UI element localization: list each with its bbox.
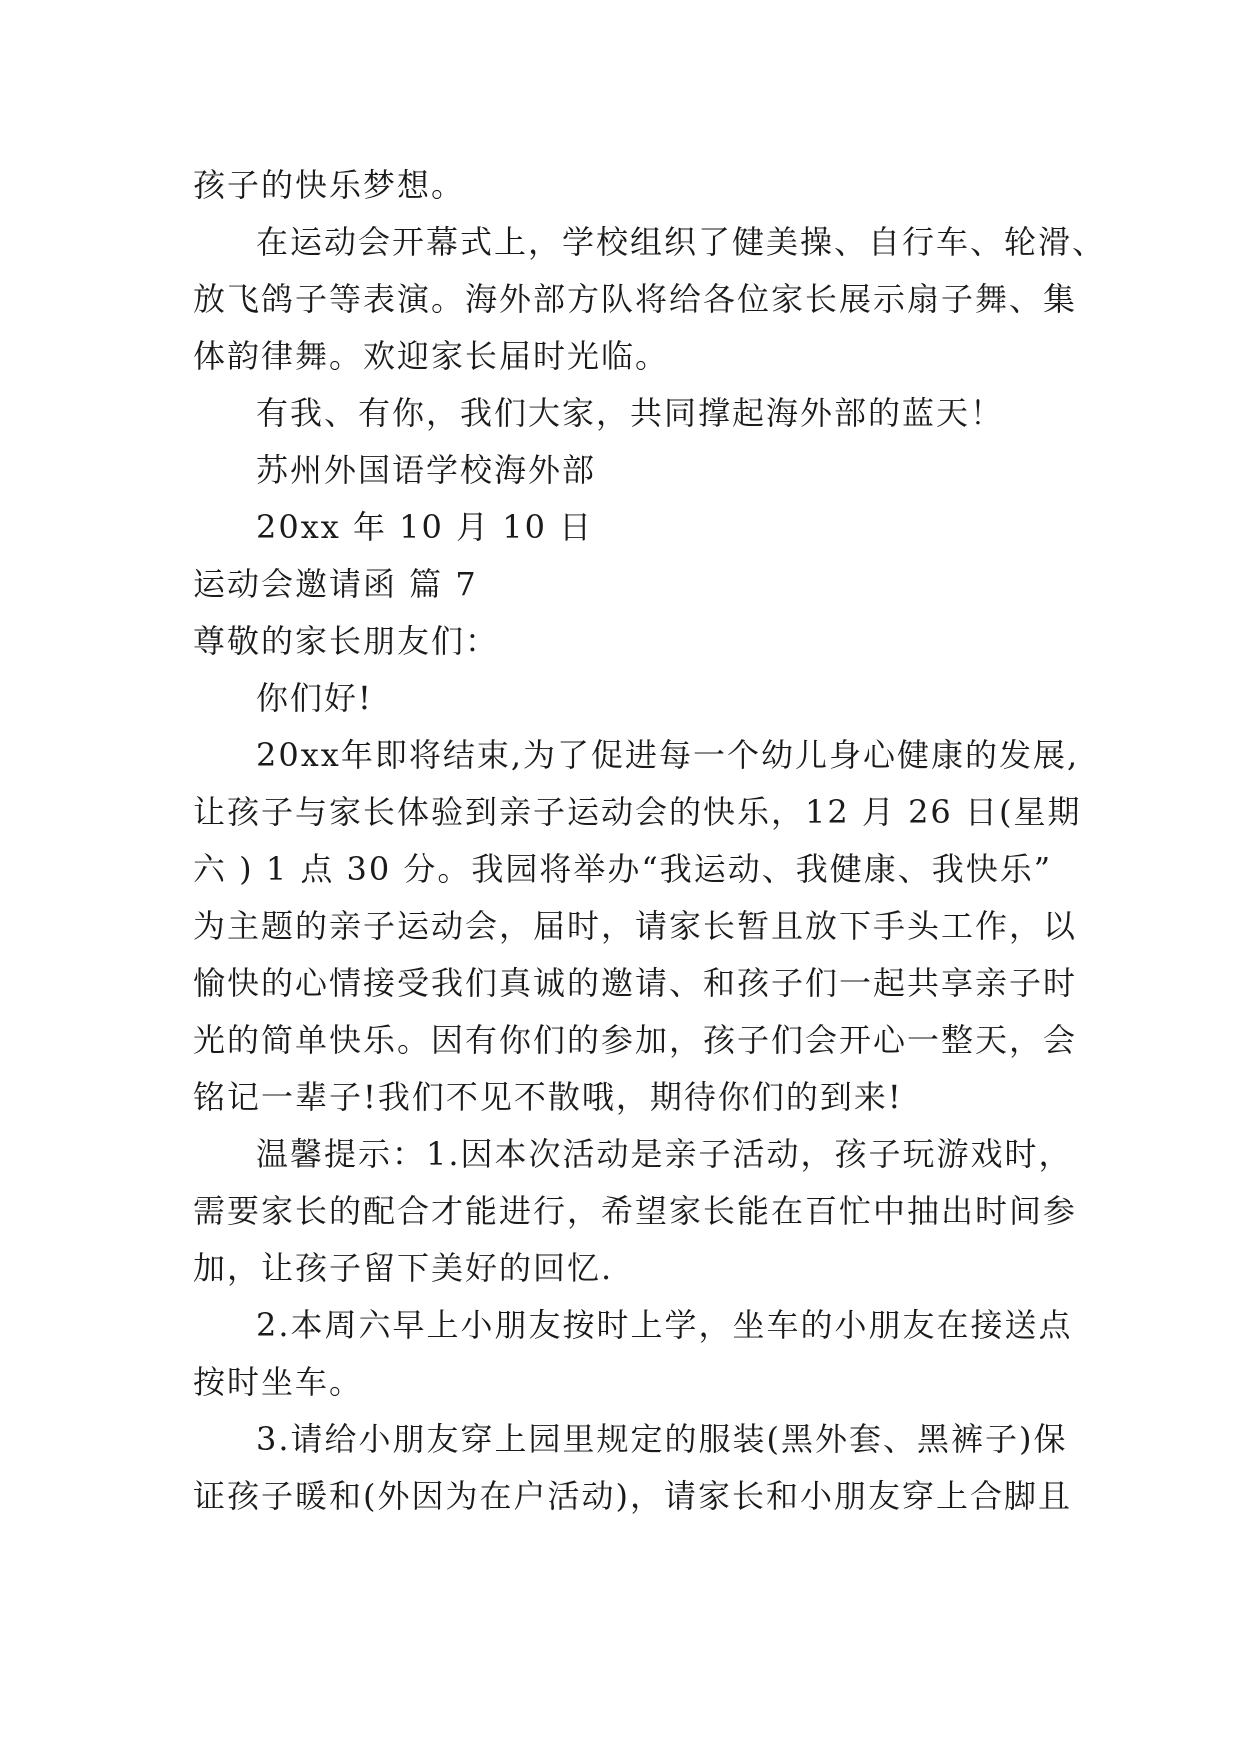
text-line: 温馨提示：1.因本次活动是亲子活动，孩子玩游戏时， [256,1135,1073,1173]
text-line: 在运动会开幕式上，学校组织了健美操、自行车、轮滑、 [256,223,1107,261]
text-line: 体韵律舞。欢迎家长届时光临。 [193,337,670,375]
text-line: 铭记一辈子!我们不见不散哦，期待你们的到来! [193,1078,903,1116]
text-line: 3.请给小朋友穿上园里规定的服装(黑外套、黑裤子)保 [256,1420,1068,1458]
text-line: 需要家长的配合才能进行，希望家长能在百忙中抽出时间参 [193,1192,1078,1230]
text-line: 孩子的快乐梦想。 [193,166,466,204]
text-line: 让孩子与家长体验到亲子运动会的快乐，12 月 26 日(星期 [193,793,1082,831]
section-title: 运动会邀请函 篇 7 [193,565,478,603]
signature-organization: 苏州外国语学校海外部 [256,451,597,489]
salutation: 尊敬的家长朋友们： [193,622,500,660]
text-line: 按时坐车。 [193,1363,364,1401]
text-line: 为主题的亲子运动会，届时，请家长暂且放下手头工作，以 [193,907,1078,945]
text-line: 2.本周六早上小朋友按时上学，坐车的小朋友在接送点 [256,1306,1073,1344]
text-line: 愉快的心情接受我们真诚的邀请、和孩子们一起共享亲子时 [193,964,1078,1002]
signature-date: 20xx 年 10 月 10 日 [256,508,594,546]
text-line: 六 ) 1 点 30 分。我园将举办“我运动、我健康、我快乐” [193,850,1053,888]
text-line: 光的简单快乐。因有你们的参加，孩子们会开心一整天，会 [193,1021,1078,1059]
text-line: 放飞鸽子等表演。海外部方队将给各位家长展示扇子舞、集 [193,280,1078,318]
text-line: 加，让孩子留下美好的回忆. [193,1249,614,1287]
text-line: 20xx年即将结束,为了促进每一个幼儿身心健康的发展, [256,736,1080,774]
greeting: 你们好! [256,679,373,717]
text-line: 有我、有你，我们大家，共同撑起海外部的蓝天！ [256,394,1005,432]
text-line: 证孩子暖和(外因为在户活动)，请家长和小朋友穿上合脚且 [193,1477,1072,1515]
